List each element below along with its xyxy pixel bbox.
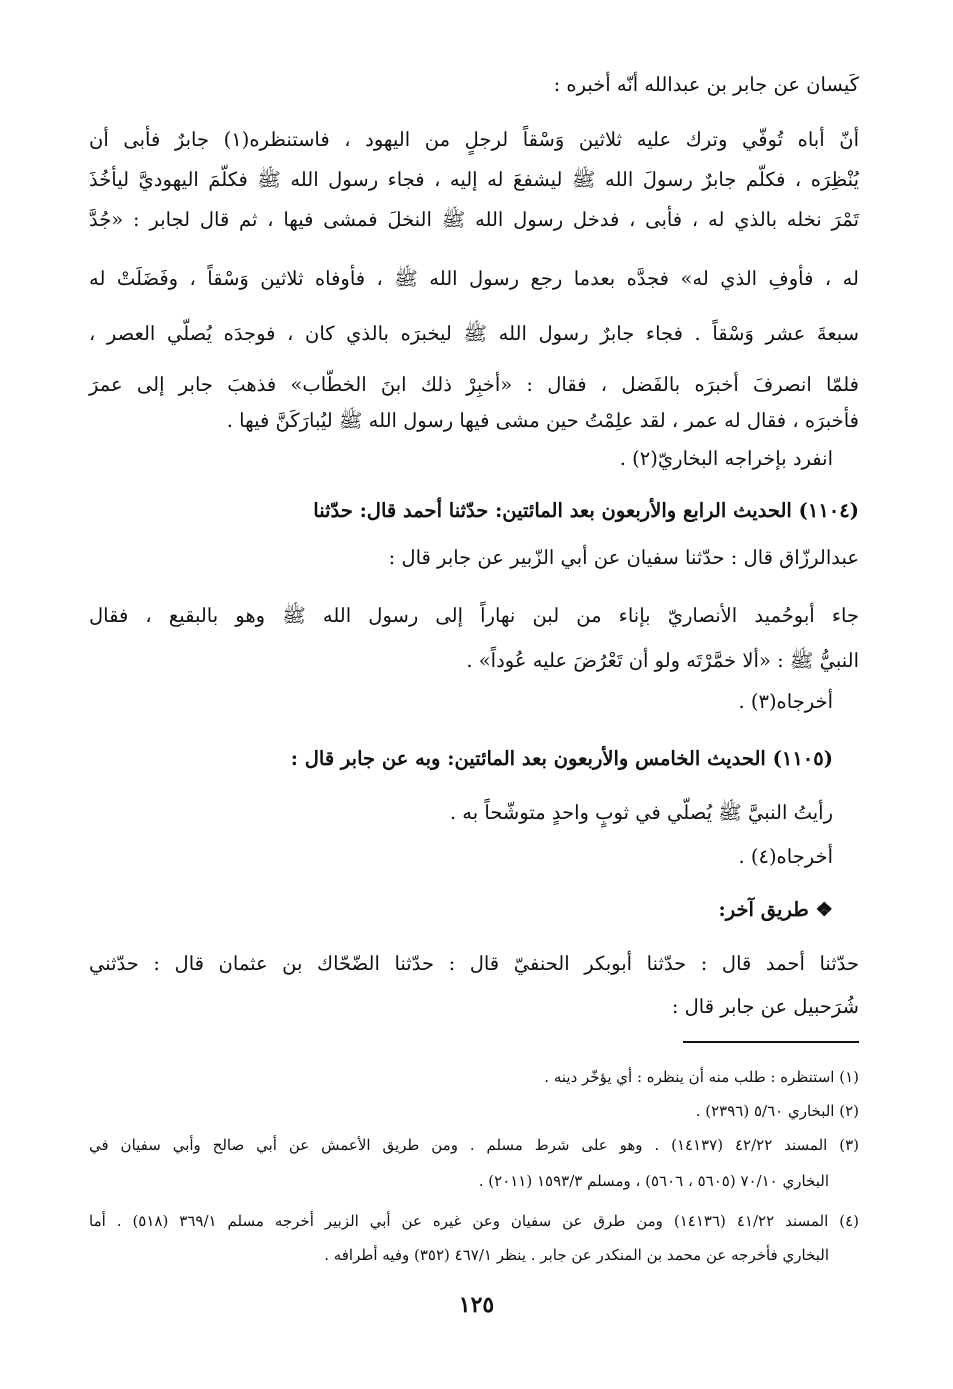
text-line: عبدالرزّاق قال : حدّثنا سفيان عن أبي الزّبير عن جابر قال : [388, 546, 859, 569]
text-line: له ، فأوفِ الذي له» فجدَّه بعدما رجع رسول الله ﷺ ، فأوفاه ثلاثين وَسْقاً ، وفَضَلَتْ له [89, 267, 859, 290]
text-line: فلمّا انصرفَ أخبرَه بالفَضل ، فقال : «أخبِرْ ذلك ابنَ الخطّاب» فذهبَ جابر إلى عمرَ [89, 373, 859, 396]
page-number: ١٢٥ [458, 1292, 495, 1318]
text-line: رأيتُ النبيَّ ﷺ يُصلّي في ثوبٍ واحدٍ متوشّحاً به . [449, 801, 833, 824]
footnote: (٣) المسند ٤٢/٢٢ (١٤١٣٧) . وهو على شرط مسلم . ومن طريق الأعمش عن أبي صالح وأبي سفيان في [89, 1136, 859, 1154]
text-line: النبيُّ ﷺ : «ألا خمَّرْتَه ولو أن تَعْرُضَ عليه عُوداً» . [466, 649, 859, 672]
text-line: جاء أبوحُميد الأنصاريّ بإناء من لبن نهاراً إلى رسول الله ﷺ وهو بالبقيع ، فقال [89, 604, 859, 627]
text-line: أنّ أباه تُوفّي وترك عليه ثلاثين وَسْقاً لرجلٍ من اليهود ، فاستنظره(١) جابرٌ فأبى أن [89, 128, 859, 151]
hadith-heading-1105: (١١٠٥) الحديث الخامس والأربعون بعد المائتين: وبه عن جابر قال : [290, 747, 833, 770]
footnote-divider [683, 1041, 859, 1043]
footnote: البخاري فأخرجه عن محمد بن المنكدر عن جابر . ينظر ٤٦٧/١ (٣٥٢) وفيه أطرافه . [324, 1246, 829, 1264]
text-line: سبعةَ عشر وَسْقاً . فجاء جابرٌ رسول الله ﷺ ليخبرَه بالذي كان ، فوجدَه يُصلّي العصر ، [89, 322, 859, 345]
footnote: (٤) المسند ٤١/٢٢ (١٤١٣٦) ومن طرق عن سفيان وعن غيره عن أبي الزبير أخرجه مسلم ٣٦٩/١ (٥١٨) . أما [89, 1212, 859, 1230]
footnote: البخاري ٧٠/١٠ (٥٦٠٥ ، ٥٦٠٦) ، ومسلم ١٥٩٣/٣ (٢٠١١) . [478, 1172, 829, 1190]
text-line: انفرد بإخراجه البخاريّ(٢) . [619, 447, 833, 470]
text-line: فأخبرَه ، فقال له عمر ، لقد علِمْتُ حين مشى فيها رسول الله ﷺ ليُبارَكَنَّ فيها . [226, 409, 859, 432]
hadith-heading-1104: (١١٠٤) الحديث الرابع والأربعون بعد المائتين: حدّثنا أحمد قال: حدّثنا [313, 499, 859, 522]
text-line: يُنْظِرَه ، فكلّم جابرٌ رسولَ الله ﷺ ليشفعَ له إليه ، فجاء رسول الله ﷺ فكلّمَ اليهوديَّ ليأخُذَ [89, 168, 859, 191]
text-line: كَيسان عن جابر بن عبدالله أنّه أخبره : [553, 73, 859, 96]
text-line: حدّثنا أحمد قال : حدّثنا أبوبكر الحنفيّ قال : حدّثنا الضّحّاك بن عثمان قال : حدّثني [89, 952, 859, 975]
text-line: شُرَحبيل عن جابر قال : [671, 995, 859, 1018]
section-heading: ❖ طريق آخر: [718, 898, 833, 921]
footnote: (١) استنظره : طلب منه أن ينظره : أي يؤخّر دينه . [544, 1068, 859, 1086]
text-line: أخرجاه(٤) . [738, 845, 833, 868]
footnote: (٢) البخاري ٥/٦٠ (٢٣٩٦) . [695, 1102, 859, 1120]
text-line: تَمْرَ نخله بالذي له ، فأبى ، فدخل رسول الله ﷺ النخلَ فمشى فيها ، ثم قال لجابر : «جُدَّ [89, 208, 859, 231]
text-line: أخرجاه(٣) . [738, 690, 833, 713]
